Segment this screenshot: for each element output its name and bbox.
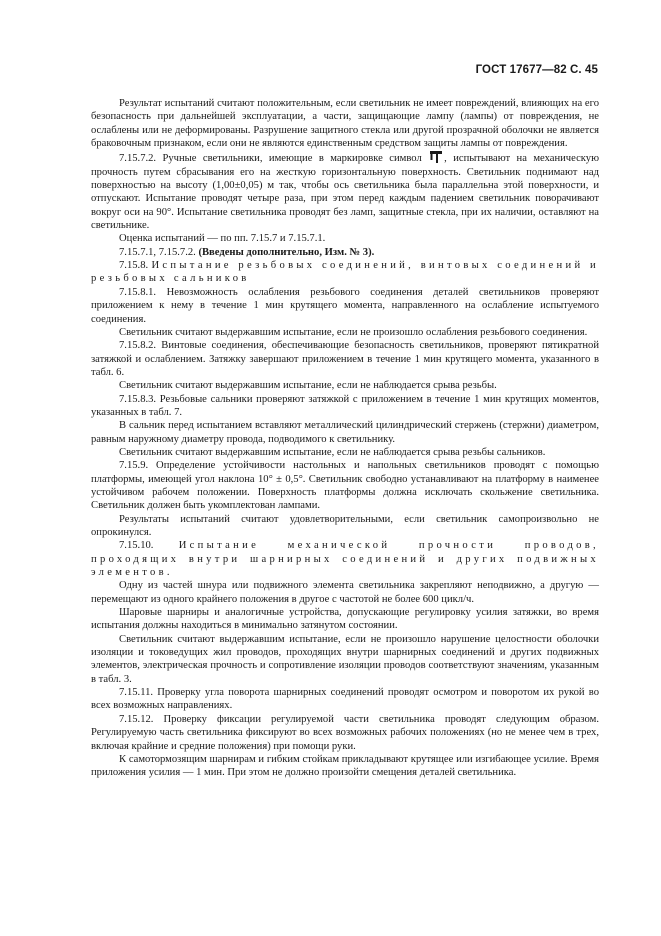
paragraph-thread-result: Светильник считают выдержавшим испытание, если не произошло ослабления резьбового соединения. — [119, 326, 588, 338]
paragraph-ball-joints: Шаровые шарниры и аналогичные устройства, допускающие регулировку усилия затяжки, во время испытания должны находиться в минимально затянутом состоянии. — [91, 607, 599, 632]
paragraph-assessment: Оценка испытаний — по пп. 7.15.7 и 7.15.7.1. — [119, 233, 326, 245]
paragraph-stability-result: Результаты испытаний считают удовлетворительными, если светильник самопроизвольно не опрокинулся. — [91, 513, 599, 538]
paragraph-gland-rod: В сальник перед испытанием вставляют металлический цилиндрический стержень (стержни) диаметром, равным наружному диаметру провода, подводимого к светильнику. — [91, 420, 599, 445]
hand-lamp-symbol-icon — [429, 150, 443, 164]
amendment-clauses: 7.15.7.1, 7.15.7.2. — [119, 246, 199, 258]
heading-7-15-10-number: 7.15.10. — [119, 540, 179, 552]
heading-7-15-8-number: 7.15.8. — [119, 260, 152, 272]
paragraph-wire-result: Светильник считают выдержавшим испытание, если не произошло нарушение целостности оболочки изоляции и токоведущих жил проводов, проходящих внутри шарнирных соединений и других подвижных элементов, электрическая прочность и сопротивление изоляции проводов соответствуют значениям, указанным в табл. 3. — [91, 633, 599, 685]
heading-7-15-10-title: Испытание механической прочности проводов, проходящих внутри шарнирных соединений и других подвижных элементов. — [91, 540, 599, 579]
paragraph-7-15-7-2-end: , испытывают на механическую прочность путем сбрасывания его на жесткую горизонтальную поверхность. Светильник поднимают над поверхностью на высоту (1,00±0,05) м так, чтобы ось светильника была параллельна этой поверхности, и отпускают. Испытание проводят четыре раза, при этом перед каждым падением светильник поворачивают вокруг оси на 90°. Испытание светильника проводят без ламп, защитные стекла, при их наличии, оставляют на светильнике. — [91, 153, 599, 232]
paragraph-7-15-11: 7.15.11. Проверку угла поворота шарнирных соединений проводят осмотром и поворотом их рукой во всех возможных направлениях. — [91, 687, 599, 712]
paragraph-cord-fixing: Одну из частей шнура или подвижного элемента светильника закрепляют неподвижно, а другую — перемещают из одного крайнего положения в другое с частотой не более 600 цикл/ч. — [91, 580, 599, 605]
paragraph-7-15-8-1: 7.15.8.1. Невозможность ослабления резьбового соединения деталей светильников проверяют приложением к нему в течение 1 мин крутящего момента, направленного на ослабление испытуемого соединения. — [91, 286, 599, 325]
paragraph-result: Результат испытаний считают положительным, если светильник не имеет повреждений, влияющих на его безопасность при дальнейшей эксплуатации, а части, защищающие лампу (лампы) от повреждения, не ослаблены или не деформированы. Разрушение защитного стекла или другой прозрачной оболочки не является браковочным признаком, если они не являются единственным средством защиты лампы от повреждения. — [91, 98, 599, 150]
paragraph-7-15-8-3: 7.15.8.3. Резьбовые сальники проверяют затяжкой с приложением в течение 1 мин крутящих моментов, указанных в табл. 7. — [91, 393, 599, 418]
paragraph-screw-result: Светильник считают выдержавшим испытание, если не наблюдается срыва резьбы. — [119, 380, 497, 392]
paragraph-7-15-9: 7.15.9. Определение устойчивости настольных и напольных светильников проводят с помощью платформы, имеющей угол наклона 10° ± 0,5°. Светильник свободно устанавливают на платформу в наименее устойчивом рабочем положении. Поверхность платформы должна исключать скольжение светильника. Светильник должен быть укомплектован лампами. — [91, 460, 599, 512]
paragraph-7-15-8-2: 7.15.8.2. Винтовые соединения, обеспечивающие безопасность светильников, проверяют пятикратной затяжкой и ослаблением. Затяжку завершают приложением в течение 1 мин крутящего момента, указанного в табл. 6. — [91, 340, 599, 378]
heading-7-15-10 — [91, 539, 599, 579]
paragraph-self-braking: К самотормозящим шарнирам и гибким стойкам прикладывают крутящее или изгибающее усилие. Время приложения усилия — 1 мин. При этом не должно произойти смещения деталей светильника. — [91, 753, 599, 779]
paragraph-amendment-note — [91, 246, 599, 259]
heading-7-15-8-title: Испытание резьбовых соединений, винтовых соединений и резьбовых сальников — [91, 260, 600, 285]
page-header: ГОСТ 17677—82 С. 45 — [475, 64, 598, 76]
amendment-text: (Введены дополнительно, Изм. № 3). — [198, 246, 375, 258]
paragraph-7-15-7-2 — [91, 150, 599, 232]
paragraph-7-15-12: 7.15.12. Проверку фиксации регулируемой части светильника проводят следующим образом. Регулируемую часть светильника фиксируют во всех возможных рабочих положениях (но не менее чем в трех, включая крайние и средние положения) при помощи руки. — [91, 713, 599, 752]
document-body — [91, 97, 599, 780]
paragraph-7-15-7-2-start: 7.15.7.2. Ручные светильники, имеющие в маркировке символ — [119, 153, 429, 165]
heading-7-15-8 — [91, 259, 599, 286]
paragraph-gland-result: Светильник считают выдержавшим испытание, если не наблюдается срыва резьбы сальников. — [119, 446, 546, 458]
